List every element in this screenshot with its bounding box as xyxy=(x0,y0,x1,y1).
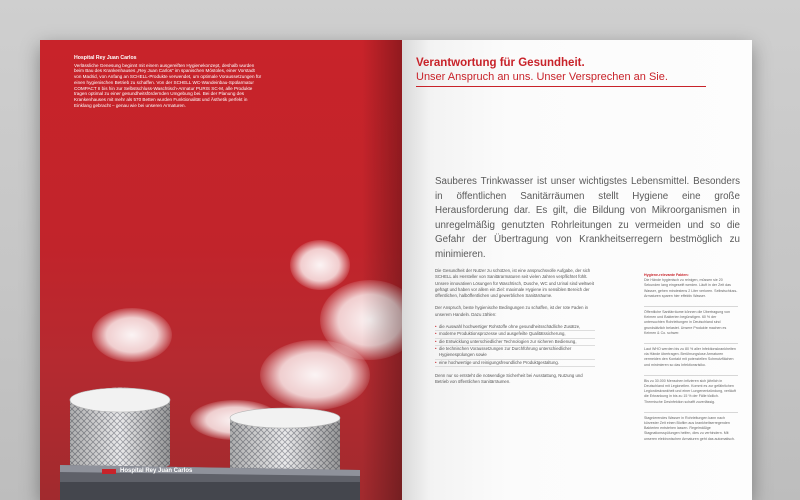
fact-block xyxy=(644,306,738,336)
list-item: • die Entwicklung unterschiedlicher Technologien zur sicheren Bedienung, xyxy=(435,339,595,346)
fact-text: Öffentliche Sanitärräume können die Übertragung von Keimen und Bakterien begünstigen. 60 % der untersuchten Rohrleitungen in Deutschland sind grundsätzlich belastet. Unsere Produkte machen es Keimen & Co. schwer. xyxy=(644,310,731,335)
facts-title: Hygiene-relevante Fakten: xyxy=(644,273,689,277)
right-page-text xyxy=(402,40,752,500)
cloud xyxy=(92,308,172,362)
cloud xyxy=(290,240,350,290)
facts-sidebar xyxy=(644,270,738,449)
page-gutter-shadow xyxy=(362,40,402,500)
page-headline: Verantwortung für Gesundheit. xyxy=(416,57,585,69)
hospital-building-illustration xyxy=(60,370,360,500)
list-item: • moderne Produktionsprozesse und ausgefeilte Qualitätssicherung, xyxy=(435,331,595,338)
fact-block xyxy=(644,270,738,299)
fact-block xyxy=(644,412,738,442)
fact-block xyxy=(644,375,738,405)
headline-block xyxy=(416,56,736,87)
open-brochure xyxy=(40,40,752,500)
photo-caption xyxy=(74,56,262,108)
fact-text: Laut WHO werden bis zu 80 % aller Infektionskrankheiten via Hände übertragen. Berührungslose Armaturen vermeiden den Kontakt mit potenziellen Schmutzflächen und minimieren so das Infektionsrisiko. xyxy=(644,347,736,367)
body-column xyxy=(435,268,595,391)
body-paragraph: Denn nur so entsteht die notwendige Sicherheit bei Ausstattung, Nutzung und Betrieb von öffentlichen Sanitärräumen. xyxy=(435,372,583,385)
fact-text: Stagnierendes Wasser in Rohrleitungen kann nach kürzester Zeit einen Biofilm aus krankheitserregenden Bakterien entstehen lassen. Regelmäßige Stagnationsspülungen helfen, dies zu verhindern. Mit unseren elektronischen Armaturen geht das automatisch. xyxy=(644,415,735,441)
body-paragraph: Die Gesundheit der Nutzer zu schützen, ist eine anspruchsvolle Aufgabe, der sich SCHELL als Hersteller von Sanitärarmaturen seit vielen Jahren verpflichtet fühlt. Unsere innovativen Lösungen für Waschtisch, Dusche, WC und Urinal sind weltweit gefragt und haben vor allem ein Ziel: maximale Hygiene im sensiblen Bereich der öffentlichen, halböffentlichen und gewerblichen Sanitärräume. xyxy=(435,268,594,299)
body-paragraph: Der Anspruch, beste hygienische Bedingungen zu schaffen, ist der rote Faden in unserem Handeln. Dazu zählen: xyxy=(435,305,589,317)
caption-title: Hospital Rey Juan Carlos xyxy=(74,55,137,61)
page-subheadline: Unser Anspruch an uns. Unser Versprechen an Sie. xyxy=(416,71,668,83)
list-item: • die Auswahl hochwertiger Rohstoffe ohne gesundheitsschädliche Zusätze, xyxy=(435,324,595,331)
requirements-list xyxy=(435,324,595,367)
fact-text: Bis zu 30.000 Menschen infizieren sich jährlich in Deutschland mit Legionellen. Kommt es zur gefährlichen Legionärskrankheit und einer Lungenentzündung, verläuft die Erkrankung in bis zu 15 % der Fälle tödlich. Thermische Desinfektion schafft zuverlässig. xyxy=(644,378,736,404)
building-sign: Hospital Rey Juan Carlos xyxy=(120,468,193,474)
caption-text: Verlässliche Genesung beginnt mit einem ausgereiften Hygienekonzept, deshalb wurden beim Bau des Krankenhauses „Rey Juan Carlos“ im spanischen Móstoles, einer Vorstadt von Madrid, von Anfang an SCHELL-Produkte verwendet, um optimale Voraussetzungen für einen hygienischen Betrieb zu schaffen. Von der SCHELL WC-Wandeinbau-Spülarmatur COMPACT II bis hin zur Selbstschluss-Waschtisch-Armatur PURIS SC-M, alle Produkte tragen optimal zu einer gesundheitsfördernden Umgebung bei. Bei der Planung des Krankenhauses mit mehr als 570 Betten wurden Funktionalität und Ästhetik perfekt in Einklang gebracht – genau wie bei unseren Armaturen. xyxy=(74,62,262,108)
headline-rule xyxy=(416,86,706,87)
list-item: • die technischen Voraussetzungen zur Durchführung unterschiedlicher Hygienespülungen sowie xyxy=(435,346,595,360)
left-page-photo xyxy=(40,40,402,500)
fact-block xyxy=(644,343,738,368)
lead-paragraph: Sauberes Trinkwasser ist unser wichtigstes Lebensmittel. Besonders in öffentlichen Sanitärräumen stellt Hygiene eine große Herausforderung dar. Es gilt, die Bildung von Mikroorganismen in unregelmäßig genutzten Rohrleitungen zu vermeiden und so die Gefahr der Übertragung von Krankheitserregern bestmöglich zu minimieren. xyxy=(435,176,740,260)
list-item: • eine hochwertige und reinigungsfreundliche Produktgestaltung. xyxy=(435,360,595,367)
fact-text: Die Hände hygienisch zu reinigen, müssen sie 20 Sekunden lang eingeseift werden. Läuft in der Zeit das Wasser, gehen mindestens 2 Liter verloren. Selbstschluss-Armaturen sparen hier effektiv Wasser. xyxy=(644,278,738,298)
